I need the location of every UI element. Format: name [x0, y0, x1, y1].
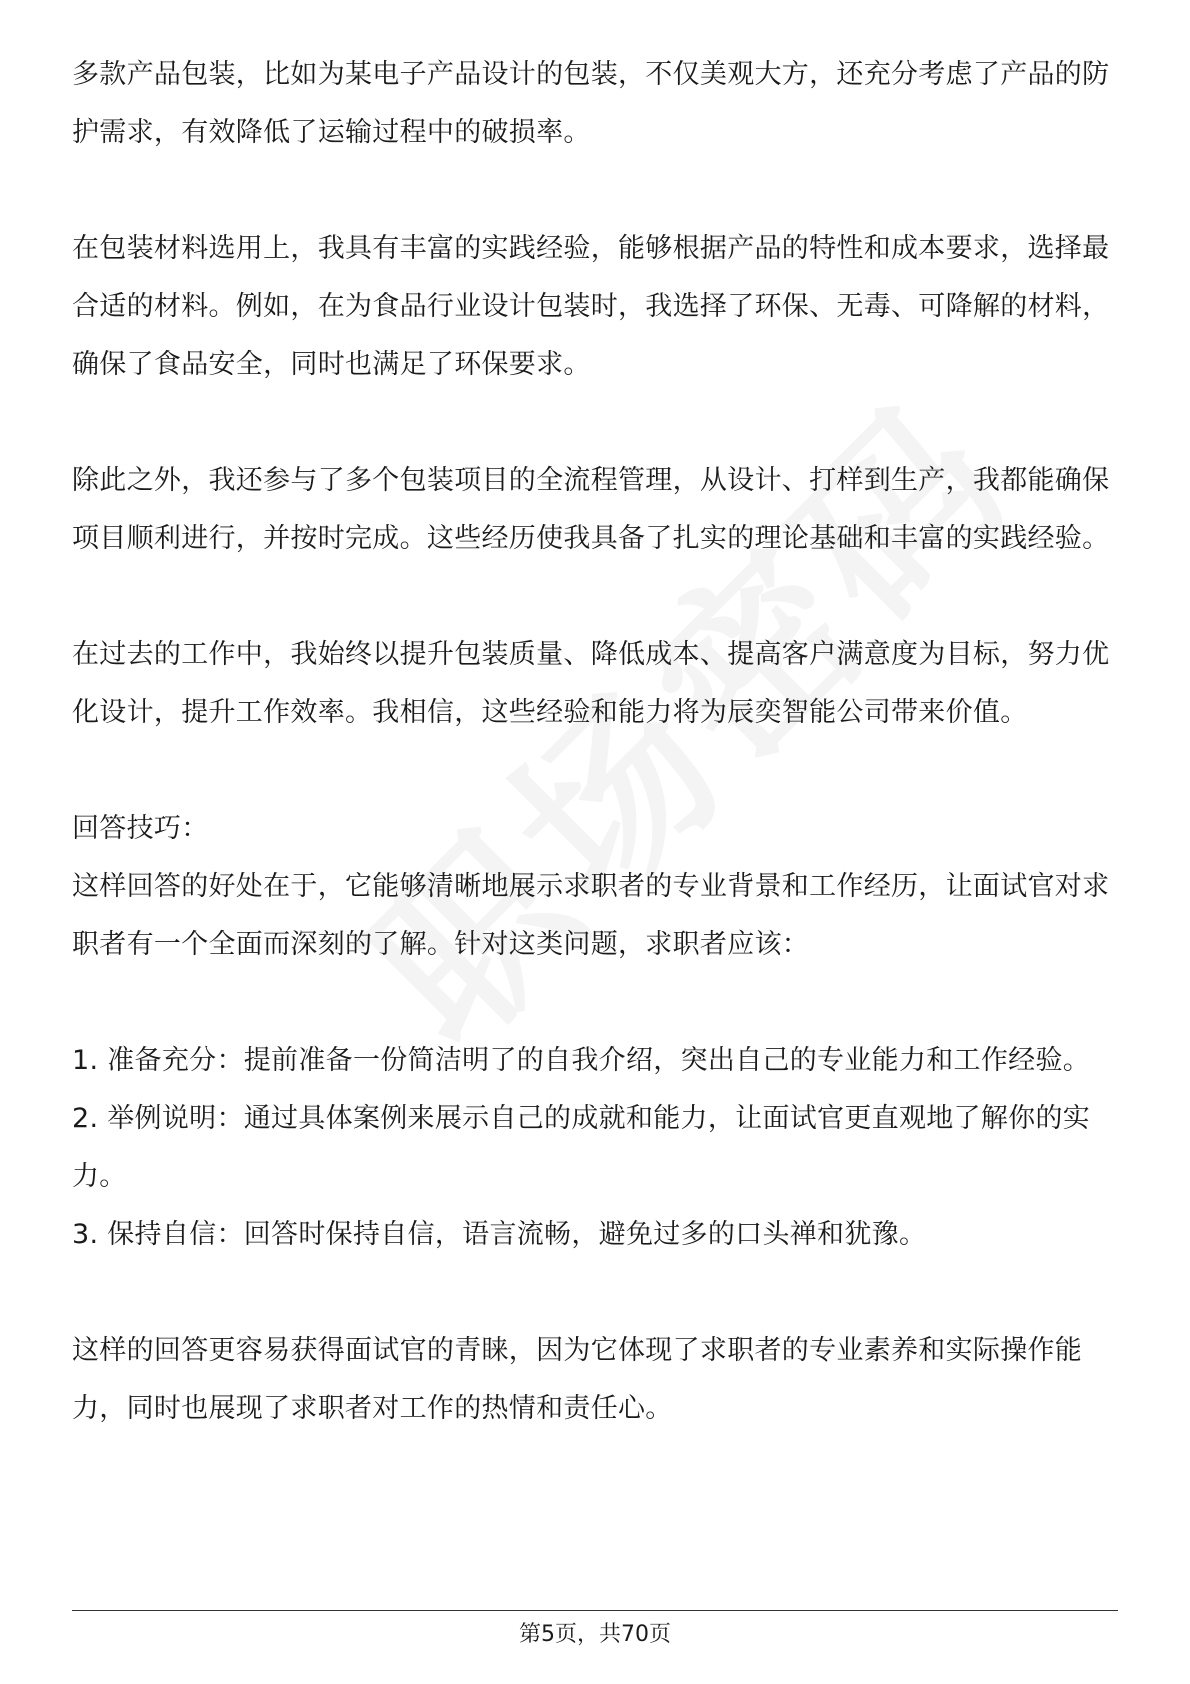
document-body	[72, 46, 1118, 1496]
paragraph-project-management: 除此之外，我还参与了多个包装项目的全流程管理，从设计、打样到生产，我都能确保项目顺利进行，并按时完成。这些经历使我具备了扎实的理论基础和丰富的实践经验。	[72, 465, 1110, 554]
paragraph-past-work: 在过去的工作中，我始终以提升包装质量、降低成本、提高客户满意度为目标，努力优化设计，提升工作效率。我相信，这些经验和能力将为辰奕智能公司带来价值。	[72, 639, 1110, 728]
list-item: 1. 准备充分：提前准备一份简洁明了的自我介绍，突出自己的专业能力和工作经验。	[72, 1045, 1091, 1076]
tips-conclusion: 这样的回答更容易获得面试官的青睐，因为它体现了求职者的专业素养和实际操作能力，同时也展现了求职者对工作的热情和责任心。	[72, 1335, 1083, 1424]
footer-divider	[72, 1610, 1118, 1611]
tips-list	[72, 1032, 1118, 1264]
page-number: 第5页，共70页	[519, 1622, 671, 1647]
tips-intro: 这样回答的好处在于，它能够清晰地展示求职者的专业背景和工作经历，让面试官对求职者有一个全面而深刻的了解。针对这类问题，求职者应该：	[72, 871, 1110, 960]
paragraph-materials: 在包装材料选用上，我具有丰富的实践经验，能够根据产品的特性和成本要求，选择最合适的材料。例如，在为食品行业设计包装时，我选择了环保、无毒、可降解的材料，确保了食品安全，同时也满足了环保要求。	[72, 233, 1110, 380]
tips-heading: 回答技巧：	[72, 813, 209, 844]
list-item: 2. 举例说明：通过具体案例来展示自己的成就和能力，让面试官更直观地了解你的实力。	[72, 1103, 1091, 1192]
paragraph-packaging-design: 多款产品包装，比如为某电子产品设计的包装，不仅美观大方，还充分考虑了产品的防护需求，有效降低了运输过程中的破损率。	[72, 59, 1110, 148]
list-item: 3. 保持自信：回答时保持自信，语言流畅，避免过多的口头禅和犹豫。	[72, 1219, 927, 1250]
